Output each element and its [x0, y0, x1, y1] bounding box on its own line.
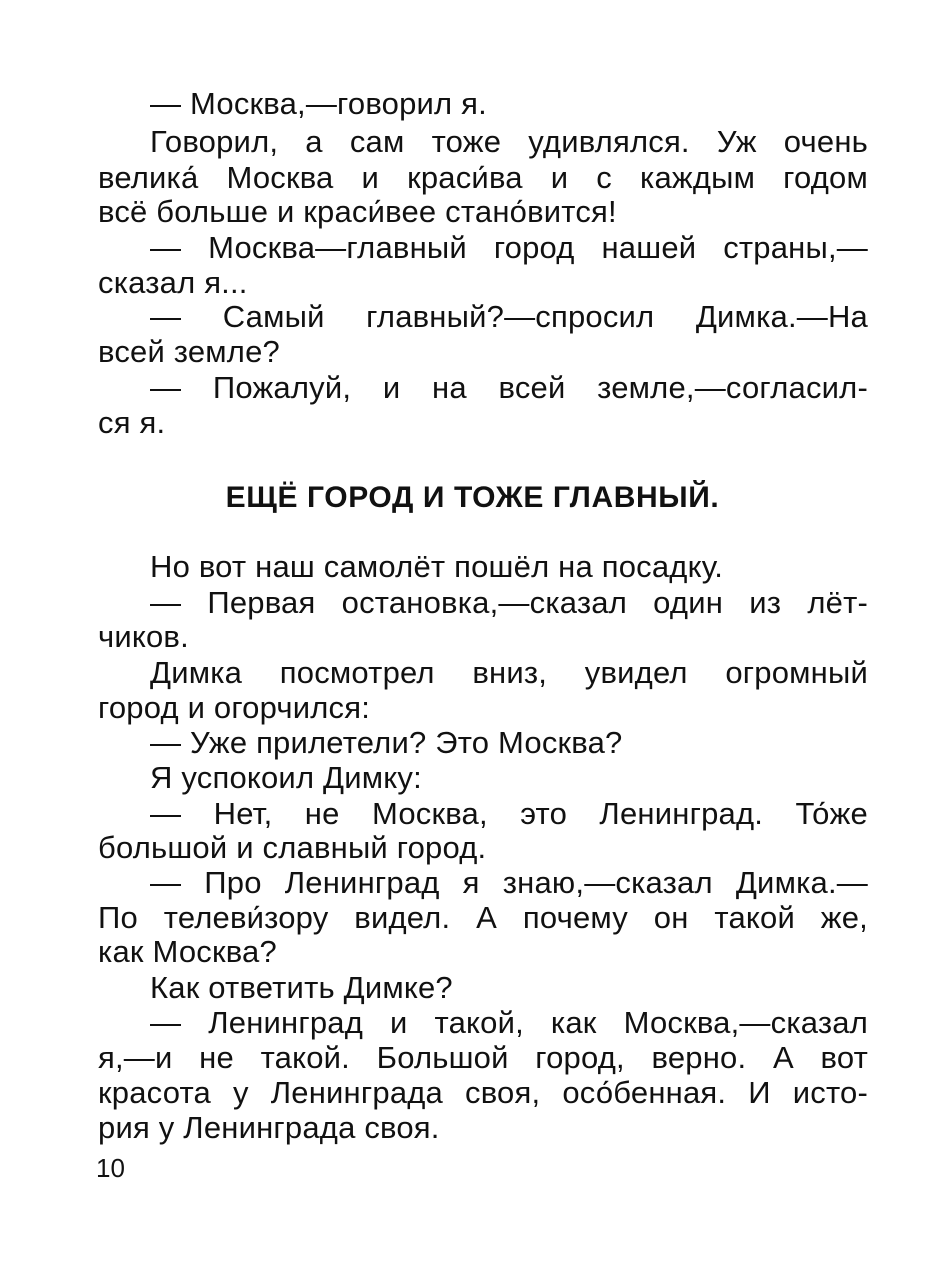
text-line: — Нет, не Москва, это Ленинград. То́же	[150, 796, 868, 831]
text-line: рия у Ленинграда своя.	[98, 1110, 440, 1145]
text-line: всё больше и краси́вее стано́вится!	[98, 194, 617, 229]
text-line: всей земле?	[98, 334, 280, 369]
text-line: как Москва?	[98, 934, 277, 969]
text-line: сказал я...	[98, 265, 248, 300]
page-number: 10	[96, 1153, 125, 1183]
text-line: — Уже прилетели? Это Москва?	[150, 725, 623, 760]
text-line: — Ленинград и такой, как Москва,—сказал	[150, 1005, 868, 1040]
text-line: — Самый главный?—спросил Димка.—На	[150, 299, 868, 334]
text-line: По телеви́зору видел. А почему он такой же,	[98, 900, 868, 935]
chapter-heading: ЕЩЁ ГОРОД И ТОЖЕ ГЛАВНЫЙ.	[225, 481, 720, 514]
text-line: город и огорчился:	[98, 690, 371, 725]
text-line: Как ответить Димке?	[150, 970, 453, 1005]
text-line: — Москва,—говорил я.	[150, 86, 487, 121]
text-line: Я успокоил Димку:	[150, 760, 422, 795]
text-line: — Первая остановка,—сказал один из лёт-	[150, 585, 868, 620]
text-line: велика́ Москва и краси́ва и с каждым годом	[98, 160, 868, 195]
text-line: большой и славный город.	[98, 830, 487, 865]
text-line: Но вот наш самолёт пошёл на посадку.	[150, 549, 724, 584]
text-line: — Про Ленинград я знаю,—сказал Димка.—	[150, 865, 868, 900]
text-line: Димка посмотрел вниз, увидел огромный	[150, 655, 868, 690]
text-line: чиков.	[98, 619, 189, 654]
text-line: красота у Ленинграда своя, осо́бенная. И исто-	[98, 1075, 868, 1110]
text-line: — Москва—главный город нашей страны,—	[150, 230, 868, 265]
text-line: я,—и не такой. Большой город, верно. А вот	[98, 1040, 868, 1075]
text-line: ся я.	[98, 405, 166, 440]
text-line: Говорил, а сам тоже удивлялся. Уж очень	[150, 124, 868, 159]
text-line: — Пожалуй, и на всей земле,—согласил-	[150, 370, 868, 405]
